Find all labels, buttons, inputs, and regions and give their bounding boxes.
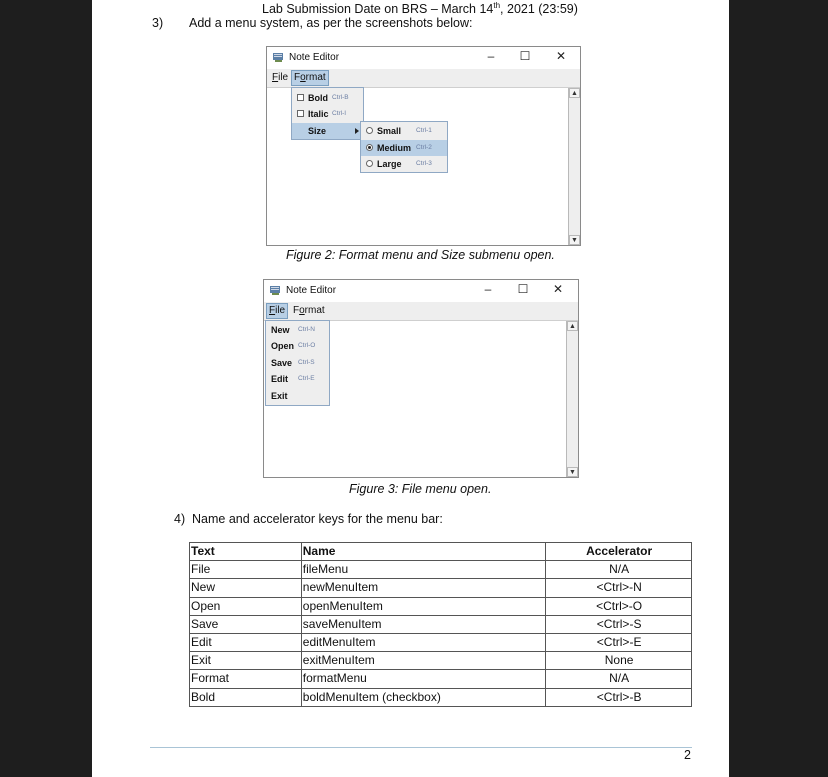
small-accelerator: Ctrl-1 (416, 127, 432, 134)
cell-text: New (190, 579, 302, 597)
scroll-up-arrow[interactable]: ▲ (567, 321, 578, 331)
note-editor-window-figure2 (266, 46, 581, 246)
table-row (190, 688, 692, 706)
open-menu-item[interactable] (266, 338, 329, 354)
java-app-icon (272, 51, 285, 63)
edit-menu-item[interactable] (266, 371, 329, 387)
cell-name: exitMenuItem (301, 652, 545, 670)
file-menu[interactable] (266, 303, 288, 319)
cell-accelerator: <Ctrl>-B (546, 688, 692, 706)
submenu-arrow-icon (355, 128, 359, 134)
note-editor-window-figure3 (263, 279, 579, 478)
cell-accelerator: <Ctrl>-E (546, 633, 692, 651)
cell-accelerator: <Ctrl>-O (546, 597, 692, 615)
close-button[interactable]: ✕ (552, 282, 564, 296)
edit-label: Edit (271, 374, 288, 384)
table-row (190, 579, 692, 597)
small-menu-item[interactable] (361, 123, 447, 139)
italic-label: Italic (308, 109, 329, 119)
cell-text: File (190, 561, 302, 579)
figure-2-caption: Figure 2: Format menu and Size submenu open. (286, 248, 555, 262)
page-number: 2 (684, 748, 691, 762)
maximize-button[interactable]: ☐ (517, 282, 529, 296)
window-title: Note Editor (289, 52, 340, 63)
table-row (190, 652, 692, 670)
cell-text: Format (190, 670, 302, 688)
format-mnemonic: o (299, 305, 305, 316)
cell-name: newMenuItem (301, 579, 545, 597)
title-bar (264, 280, 578, 302)
submission-date-line (262, 1, 578, 16)
large-menu-item[interactable] (361, 156, 447, 172)
minimize-button[interactable]: – (487, 49, 495, 63)
section-3-number: 3) (152, 16, 164, 30)
cell-text: Bold (190, 688, 302, 706)
cell-name: formatMenu (301, 670, 545, 688)
italic-accelerator: Ctrl-I (332, 110, 347, 117)
section-4-number: 4) (174, 512, 186, 526)
close-button[interactable]: ✕ (555, 49, 567, 63)
cell-text: Save (190, 615, 302, 633)
header-text: Text (190, 543, 302, 561)
menu-bar (267, 69, 580, 88)
save-menu-item[interactable] (266, 355, 329, 371)
new-accelerator: Ctrl-N (298, 326, 315, 333)
medium-label: Medium (377, 143, 412, 153)
cell-name: openMenuItem (301, 597, 545, 615)
medium-accelerator: Ctrl-2 (416, 144, 432, 151)
large-accelerator: Ctrl-3 (416, 160, 432, 167)
scroll-down-arrow[interactable]: ▼ (567, 467, 578, 477)
document-page (92, 0, 729, 777)
header-name: Name (301, 543, 545, 561)
small-label: Small (377, 126, 402, 136)
format-menu-rest: rmat (305, 72, 326, 83)
submission-date-text: Lab Submission Date on BRS – March 14 (262, 2, 494, 17)
size-menu-item[interactable] (292, 123, 363, 139)
cell-accelerator: <Ctrl>-N (546, 579, 692, 597)
cell-text: Open (190, 597, 302, 615)
file-menu[interactable] (270, 71, 290, 85)
window-title: Note Editor (286, 285, 337, 296)
table-header-row (190, 543, 692, 561)
new-menu-item[interactable] (266, 322, 329, 338)
exit-menu-item[interactable] (266, 388, 329, 404)
bold-label: Bold (308, 93, 328, 103)
table-row (190, 615, 692, 633)
save-label: Save (271, 358, 293, 368)
open-label: Open (271, 341, 295, 351)
accelerator-table (189, 542, 692, 707)
cell-accelerator: <Ctrl>-S (546, 615, 692, 633)
cell-accelerator: N/A (546, 561, 692, 579)
bold-accelerator: Ctrl-B (332, 94, 349, 101)
radio-icon (366, 160, 373, 167)
maximize-button[interactable]: ☐ (519, 49, 531, 63)
file-menu-rest: ile (278, 72, 289, 83)
format-first: F (293, 305, 300, 316)
checkbox-icon (297, 94, 304, 101)
cell-text: Exit (190, 652, 302, 670)
file-menu-popup (265, 320, 330, 406)
table-row (190, 670, 692, 688)
header-accelerator: Accelerator (546, 543, 692, 561)
java-app-icon (269, 284, 282, 296)
format-menu-rest: rmat (304, 305, 325, 316)
figure-3-caption: Figure 3: File menu open. (349, 482, 492, 496)
scroll-down-arrow[interactable]: ▼ (569, 235, 580, 245)
cell-name: boldMenuItem (checkbox) (301, 688, 545, 706)
bold-menu-item[interactable] (292, 90, 363, 106)
size-label: Size (308, 126, 327, 136)
edit-accelerator: Ctrl-E (298, 375, 315, 382)
cell-name: editMenuItem (301, 633, 545, 651)
format-mnemonic: o (300, 72, 306, 83)
file-mnemonic: F (269, 305, 276, 316)
italic-menu-item[interactable] (292, 106, 363, 122)
section-3-text: Add a menu system, as per the screenshots below: (189, 16, 473, 30)
large-label: Large (377, 159, 402, 169)
menu-bar (264, 302, 578, 321)
table-row (190, 561, 692, 579)
file-menu-rest: ile (275, 305, 286, 316)
radio-icon (366, 127, 373, 134)
submission-date-tail: , 2021 (23:59) (500, 2, 578, 17)
format-first: F (294, 72, 301, 83)
superscript-th: th (493, 1, 501, 10)
cell-name: saveMenuItem (301, 615, 545, 633)
minimize-button[interactable]: – (484, 282, 492, 296)
medium-menu-item[interactable] (361, 140, 447, 156)
save-accelerator: Ctrl-S (298, 359, 315, 366)
section-4-text: Name and accelerator keys for the menu bar: (192, 512, 443, 526)
file-mnemonic: F (272, 72, 279, 83)
footer-divider (150, 747, 692, 748)
new-label: New (271, 325, 290, 335)
radio-selected-icon (366, 144, 373, 151)
format-menu[interactable] (291, 70, 329, 86)
vertical-scrollbar[interactable] (566, 321, 578, 477)
size-submenu-popup (360, 121, 448, 173)
table-row (190, 633, 692, 651)
cell-text: Edit (190, 633, 302, 651)
format-menu-popup (291, 87, 364, 140)
cell-name: fileMenu (301, 561, 545, 579)
cell-accelerator: None (546, 652, 692, 670)
open-accelerator: Ctrl-O (298, 342, 316, 349)
checkbox-icon (297, 110, 304, 117)
vertical-scrollbar[interactable] (568, 88, 580, 245)
exit-label: Exit (271, 391, 288, 401)
scroll-up-arrow[interactable]: ▲ (569, 88, 580, 98)
format-menu[interactable] (291, 304, 327, 318)
table-row (190, 597, 692, 615)
cell-accelerator: N/A (546, 670, 692, 688)
title-bar (267, 47, 580, 69)
